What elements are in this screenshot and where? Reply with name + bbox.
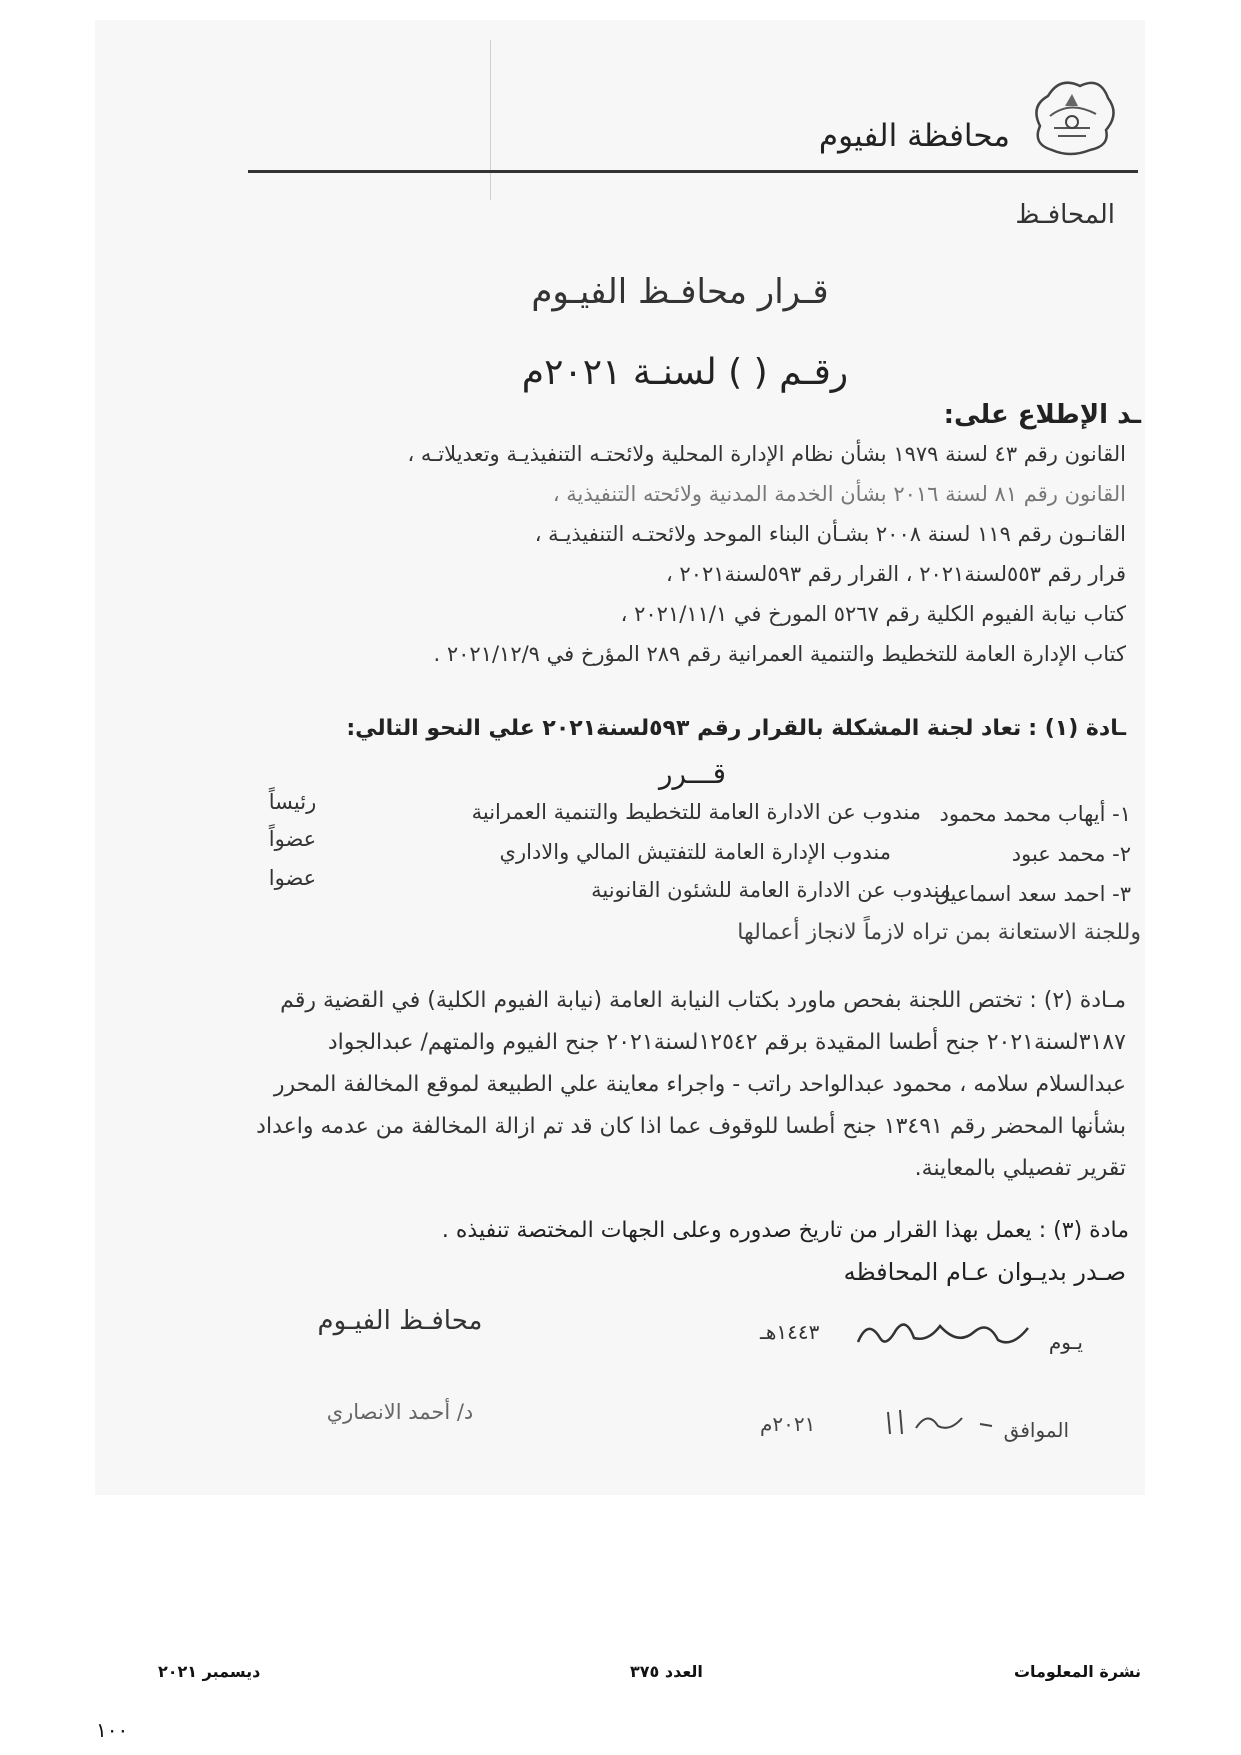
decree-number: رقـم ( ) لسنـة ٢٠٢١م [521, 352, 849, 393]
article-1 [346, 716, 1126, 741]
handwritten-hijri-date [848, 1312, 1048, 1356]
member-name: ٢- محمد عبود [1011, 842, 1131, 866]
member-role: عضواً [268, 827, 317, 851]
member-role-desc: مندوب عن الادارة العامة للتخطيط والتنمية العمرانية [471, 800, 921, 824]
member-role-desc: مندوب الإدارة العامة للتفتيش المالي والاداري [499, 840, 891, 864]
governorate-emblem-icon [1020, 66, 1122, 162]
preamble-item: القانـون رقم ١١٩ لسنة ٢٠٠٨ بشـأن البناء الموحد ولائحتـه التنفيذيـة ، [534, 522, 1126, 546]
footer-issue: العدد ٣٧٥ [630, 1662, 703, 1681]
signature-title: محافـظ الفيـوم [317, 1306, 483, 1336]
preamble-item: قرار رقم ٥٥٣لسنة٢٠٢١ ، القرار رقم ٥٩٣لسنة٢٠٢١ ، [665, 562, 1126, 586]
article-2-text: تختص اللجنة بفحص ماورد بكتاب النيابة العامة (نيابة الفيوم الكلية) في القضية رقم ٣١٨٧لسنة٢٠٢١ جنح أطسا المقيدة برقم ١٢٥٤٢لسنة٢٠٢١ جنح الفيوم والمتهم/ عبدالجواد عبدالسلام سلامه ، محمود عبدالواحد راتب - واجراء معاينة علي الطبيعة لموقع المخالفة المحرر بشأنها المحضر رقم ١٣٤٩١ جنح أطسا للوقوف عما اذا كان قد تم ازالة المخالفة من عدمه واعداد تقرير تفصيلي بالمعاينة. [256, 988, 1126, 1181]
preamble-item: القانون رقم ٤٣ لسنة ١٩٧٩ بشأن نظام الإدارة المحلية ولائحتـه التنفيذيـة وتعديلاتـه ، [407, 442, 1126, 466]
gregorian-year: ٢٠٢١م [760, 1412, 816, 1436]
page-number: ١٠٠ [96, 1718, 129, 1742]
decree-title: قـرار محافـظ الفيـوم [531, 272, 829, 312]
gregorian-date-prefix: الموافق [1003, 1418, 1069, 1442]
signature-name: د/ أحمد الانصاري [326, 1400, 474, 1424]
article-3-text: يعمل بهذا القرار من تاريخ صدوره وعلى الجهات المختصة تنفيذه . [441, 1218, 1032, 1243]
preamble-item: كتاب الإدارة العامة للتخطيط والتنمية العمرانية رقم ٢٨٩ المؤرخ في ٢٠٢١/١٢/٩ . [433, 642, 1126, 666]
member-role: عضوا [268, 866, 317, 890]
hijri-year: ١٤٤٣هـ [760, 1320, 820, 1344]
header-rule [248, 170, 1138, 173]
handwritten-gregorian-date [880, 1404, 1000, 1440]
hijri-date-prefix: يـوم [1048, 1330, 1083, 1354]
decision-label: قـــرر [659, 757, 726, 790]
article-3-label: مادة (٣) : [1038, 1218, 1129, 1243]
committee-note: وللجنة الاستعانة بمن تراه لازماً لانجاز أعمالها [737, 920, 1141, 945]
member-name: ٣- احمد سعد اسماعيل [934, 882, 1131, 906]
footer-publication: نشرة المعلومات [1013, 1662, 1141, 1681]
member-name: ١- أيهاب محمد محمود [939, 802, 1131, 826]
article-3 [442, 1218, 1129, 1243]
governorate-name: محافظة الفيوم [818, 118, 1010, 154]
fold-line [490, 40, 491, 200]
office-label: المحافـظ [1015, 200, 1115, 230]
member-role: رئيساً [268, 790, 317, 814]
preamble-item: كتاب نيابة الفيوم الكلية رقم ٥٢٦٧ المورخ في ٢٠٢١/١١/١ ، [620, 602, 1126, 626]
footer-date: ديسمبر ٢٠٢١ [158, 1662, 261, 1681]
article-2-label: مـادة (٢) : [1029, 988, 1126, 1013]
article-2 [256, 980, 1126, 1190]
article-1-text: تعاد لجنة المشكلة بالقرار رقم ٥٩٣لسنة٢٠٢١ علي النحو التالي: [346, 716, 1022, 741]
article-1-label: ـادة (١) : [1028, 716, 1126, 741]
preamble-heading: ـد الإطلاع على: [943, 400, 1141, 430]
member-role-desc: مندوب عن الادارة العامة للشئون القانونية [591, 878, 951, 902]
issued-at: صـدر بديـوان عـام المحافظه [843, 1258, 1126, 1286]
preamble-item: القانون رقم ٨١ لسنة ٢٠١٦ بشأن الخدمة المدنية ولائحته التنفيذية ، [552, 482, 1126, 506]
